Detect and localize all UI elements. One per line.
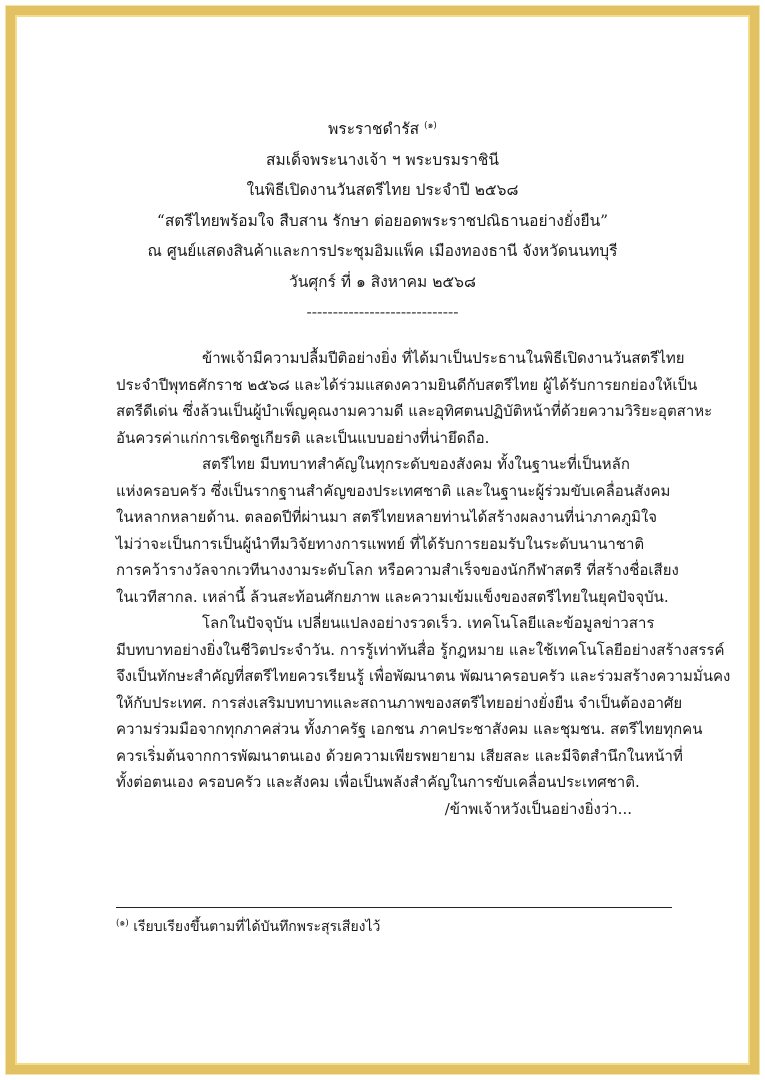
body-line: สตรีดีเด่น ซึ่งล้วนเป็นผู้บำเพ็ญคุณงามความดี และอุทิศตนปฏิบัติหน้าที่ด้วยความวิริยะอุตสาหะ <box>116 402 713 420</box>
header-line-queen: สมเด็จพระนางเจ้า ฯ พระบรมราชินี <box>266 150 499 169</box>
body-line: จึงเป็นทักษะสำคัญที่สตรีไทยควรเรียนรู้ เพื่อพัฒนาตน พัฒนาครอบครัว และร่วมสร้างความมั่นคง <box>116 667 731 685</box>
body-line: ควรเริ่มต้นจากการพัฒนาตนเอง ด้วยความเพียรพยายาม เสียสละ และมีจิตสำนึกในหน้าที่ <box>116 746 683 765</box>
body-line: ความร่วมมือจากทุกภาคส่วน ทั้งภาครัฐ เอกชน ภาคประชาสังคม และชุมชน. สตรีไทยทุกคน <box>116 720 703 738</box>
header-separator: ----------------------------- <box>306 303 459 321</box>
body-line: มีบทบาทอย่างยิ่งในชีวิตประจำวัน. การรู้เท่าทันสื่อ รู้กฎหมาย และใช้เทคโนโลยีอย่างสร้างสรรค์ <box>116 640 725 659</box>
title-text: พระราชดำรัส <box>328 120 420 138</box>
footnote-reference-mark[interactable]: (๑) <box>424 120 437 131</box>
document-title <box>60 114 705 145</box>
footnote-rule <box>116 907 672 908</box>
body-line: ให้กับประเทศ. การส่งเสริมบทบาทและสถานภาพของสตรีไทยอย่างยั่งยืน จำเป็นต้องอาศัย <box>116 693 683 712</box>
body-line: แห่งครอบครัว ซึ่งเป็นรากฐานสำคัญของประเทศชาติ และในฐานะผู้ร่วมขับเคลื่อนสังคม <box>116 481 671 500</box>
body-line: ไม่ว่าจะเป็นการเป็นผู้นำทีมวิจัยทางการแพทย์ ที่ได้รับการยอมรับในระดับนานาชาติ <box>116 534 645 553</box>
footnote-text: เรียบเรียงขึ้นตามที่ได้บันทึกพระสุรเสียงไว้ <box>133 919 381 935</box>
header-line-date: วันศุกร์ ที่ ๑ สิงหาคม ๒๕๖๘ <box>289 272 476 291</box>
header-line-venue: ณ ศูนย์แสดงสินค้าและการประชุมอิมแพ็ค เมืองทองธานี จังหวัดนนทบุรี <box>147 242 618 260</box>
body-line: สตรีไทย มีบทบาทสำคัญในทุกระดับของสังคม ทั้งในฐานะที่เป็นหลัก <box>202 455 630 473</box>
body-line: การคว้ารางวัลจากเวทีนางงามระดับโลก หรือความสำเร็จของนักกีฬาสตรี ที่สร้างชื่อเสียง <box>116 561 679 579</box>
body-line: โลกในปัจจุบัน เปลี่ยนแปลงอย่างรวดเร็ว. เทคโนโลยีและข้อมูลข่าวสาร <box>202 614 655 632</box>
body-line: ในเวทีสากล. เหล่านี้ ล้วนสะท้อนศักยภาพ และความเข้มแข็งของสตรีไทยในยุคปัจจุบัน. <box>116 587 669 606</box>
continuation-line: /ข้าพเจ้าหวังเป็นอย่างยิ่งว่า... <box>444 799 632 818</box>
footnote <box>116 915 380 939</box>
body-line: ประจำปีพุทธศักราช ๒๕๖๘ และได้ร่วมแสดงความยินดีกับสตรีไทย ผู้ได้รับการยกย่องให้เป็น <box>116 375 698 394</box>
header-line-theme: “สตรีไทยพร้อมใจ สืบสาน รักษา ต่อยอดพระราชปณิธานอย่างยั่งยืน” <box>156 211 609 230</box>
footnote-mark: (๑) <box>116 918 129 929</box>
speech-body <box>116 345 731 822</box>
header-line-event: ในพิธีเปิดงานวันสตรีไทย ประจำปี ๒๕๖๘ <box>246 181 519 199</box>
body-line: อันควรค่าแก่การเชิดชูเกียรติ และเป็นแบบอย่างที่น่ายึดถือ. <box>116 428 490 447</box>
body-line: ในหลากหลายด้าน. ตลอดปีที่ผ่านมา สตรีไทยหลายท่านได้สร้างผลงานที่น่าภาคภูมิใจ <box>116 508 658 526</box>
body-line: ทั้งต่อตนเอง ครอบครัว และสังคม เพื่อเป็นพลังสำคัญในการขับเคลื่อนประเทศชาติ. <box>116 773 640 791</box>
document-header <box>60 114 705 328</box>
body-line: ข้าพเจ้ามีความปลื้มปีติอย่างยิ่ง ที่ได้มาเป็นประธานในพิธีเปิดงานวันสตรีไทย <box>202 349 685 367</box>
